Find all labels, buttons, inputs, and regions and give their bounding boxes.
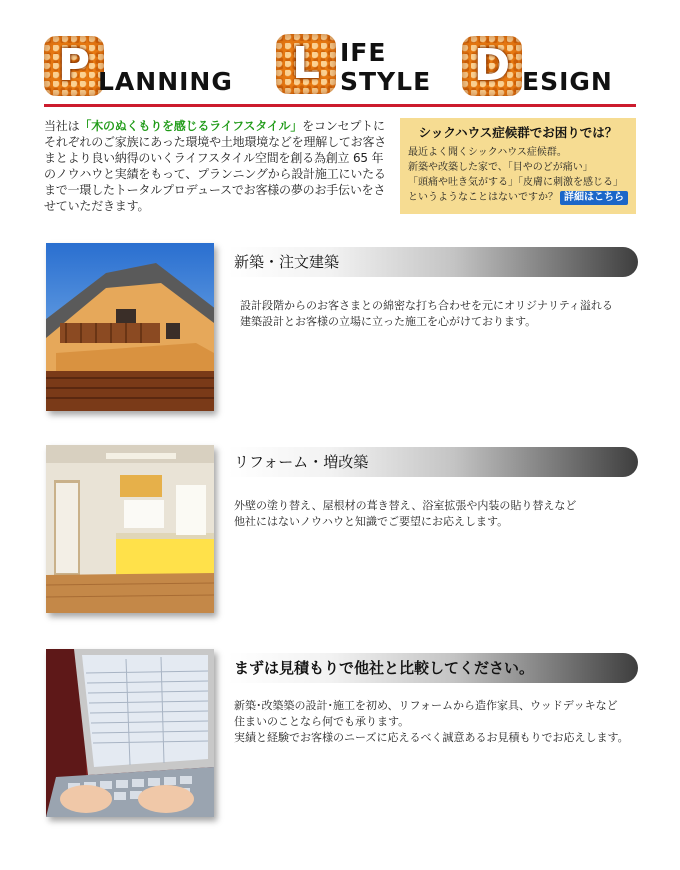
sick-house-line: 「頭痛や吐き気がする」「皮膚に刺激を感じる」 (408, 177, 623, 188)
details-button[interactable]: 詳細はこちら (560, 191, 628, 205)
sick-house-line (408, 190, 628, 205)
logo-word-style: STYLE (340, 67, 432, 96)
reform-interior-photo (46, 445, 214, 613)
section-reform-description (234, 498, 576, 530)
description-line: 建築設計とお客様の立場に立った施工を心がけております。 (240, 315, 537, 328)
sick-house-line: 最近よく聞くシックハウス症候群。 (408, 147, 567, 158)
section-new-build-header: 新築・注文建築 (228, 247, 638, 277)
description-line: 実績と経験でお客様のニーズに応えるべく誠意あるお見積もりでお応えします。 (234, 731, 629, 744)
logo-letter-p-badge: P (44, 36, 104, 96)
new-house-photo (46, 243, 214, 411)
logo-letter-d-badge: D (462, 36, 522, 96)
intro-concept-highlight: 「木のぬくもりを感じるライフスタイル」 (79, 119, 303, 133)
logo-letter-l-badge: L (276, 34, 336, 94)
logo-word-esign: ESIGN (522, 67, 613, 96)
section-estimate-header: まずは見積もりで他社と比較してください。 (228, 653, 638, 683)
header-divider (44, 104, 636, 107)
description-line: 設計段階からのお客さまとの綿密な打ち合わせを元にオリジナリティ溢れる (240, 299, 613, 312)
kitchen-interior-image (46, 445, 214, 613)
logo-word-ife: IFE (340, 38, 387, 67)
intro-text-body: をコンセプトにそれぞれのご家族にあった環境や土地環境などを理解してお客さまとより良い納得のいくライフスタイル空間を創る為創立 65 年のノウハウと実績をもって、プランニングから設計施工にいたるまで一環したトータルプロデュースでお客様の夢のお手伝いをさせていただきます。 (44, 119, 387, 213)
section-new-build-description (240, 298, 613, 330)
intro-paragraph (44, 118, 392, 214)
logo-word-planning: LANNING (98, 67, 233, 96)
estimate-laptop-photo (46, 649, 214, 817)
description-line: 外壁の塗り替え、屋根材の葺き替え、浴室拡張や内装の貼り替えなど (234, 499, 577, 512)
sick-house-line: 新築や改築した家で、「目やのどが痛い」 (408, 162, 593, 173)
section-estimate-description (234, 698, 629, 746)
description-line: 他社にはないノウハウと知識でご要望にお応えします。 (234, 515, 509, 528)
description-line: 新築･改築築の設計･施工を初め、リフォームから造作家具、ウッドデッキなど (234, 699, 618, 712)
sick-house-question: というようなことはないですか？ (408, 192, 558, 203)
intro-text-pre: 当社は (44, 119, 80, 133)
laptop-keyboard-image (46, 649, 214, 817)
description-line: 住まいのことなら何でも承ります。 (234, 715, 410, 728)
site-logo[interactable] (44, 34, 636, 98)
sick-house-notice (400, 118, 636, 214)
sick-house-title: シックハウス症候群でお困りでは？ (418, 125, 618, 140)
section-reform-header: リフォーム・増改築 (228, 447, 638, 477)
house-exterior-image (46, 243, 214, 411)
